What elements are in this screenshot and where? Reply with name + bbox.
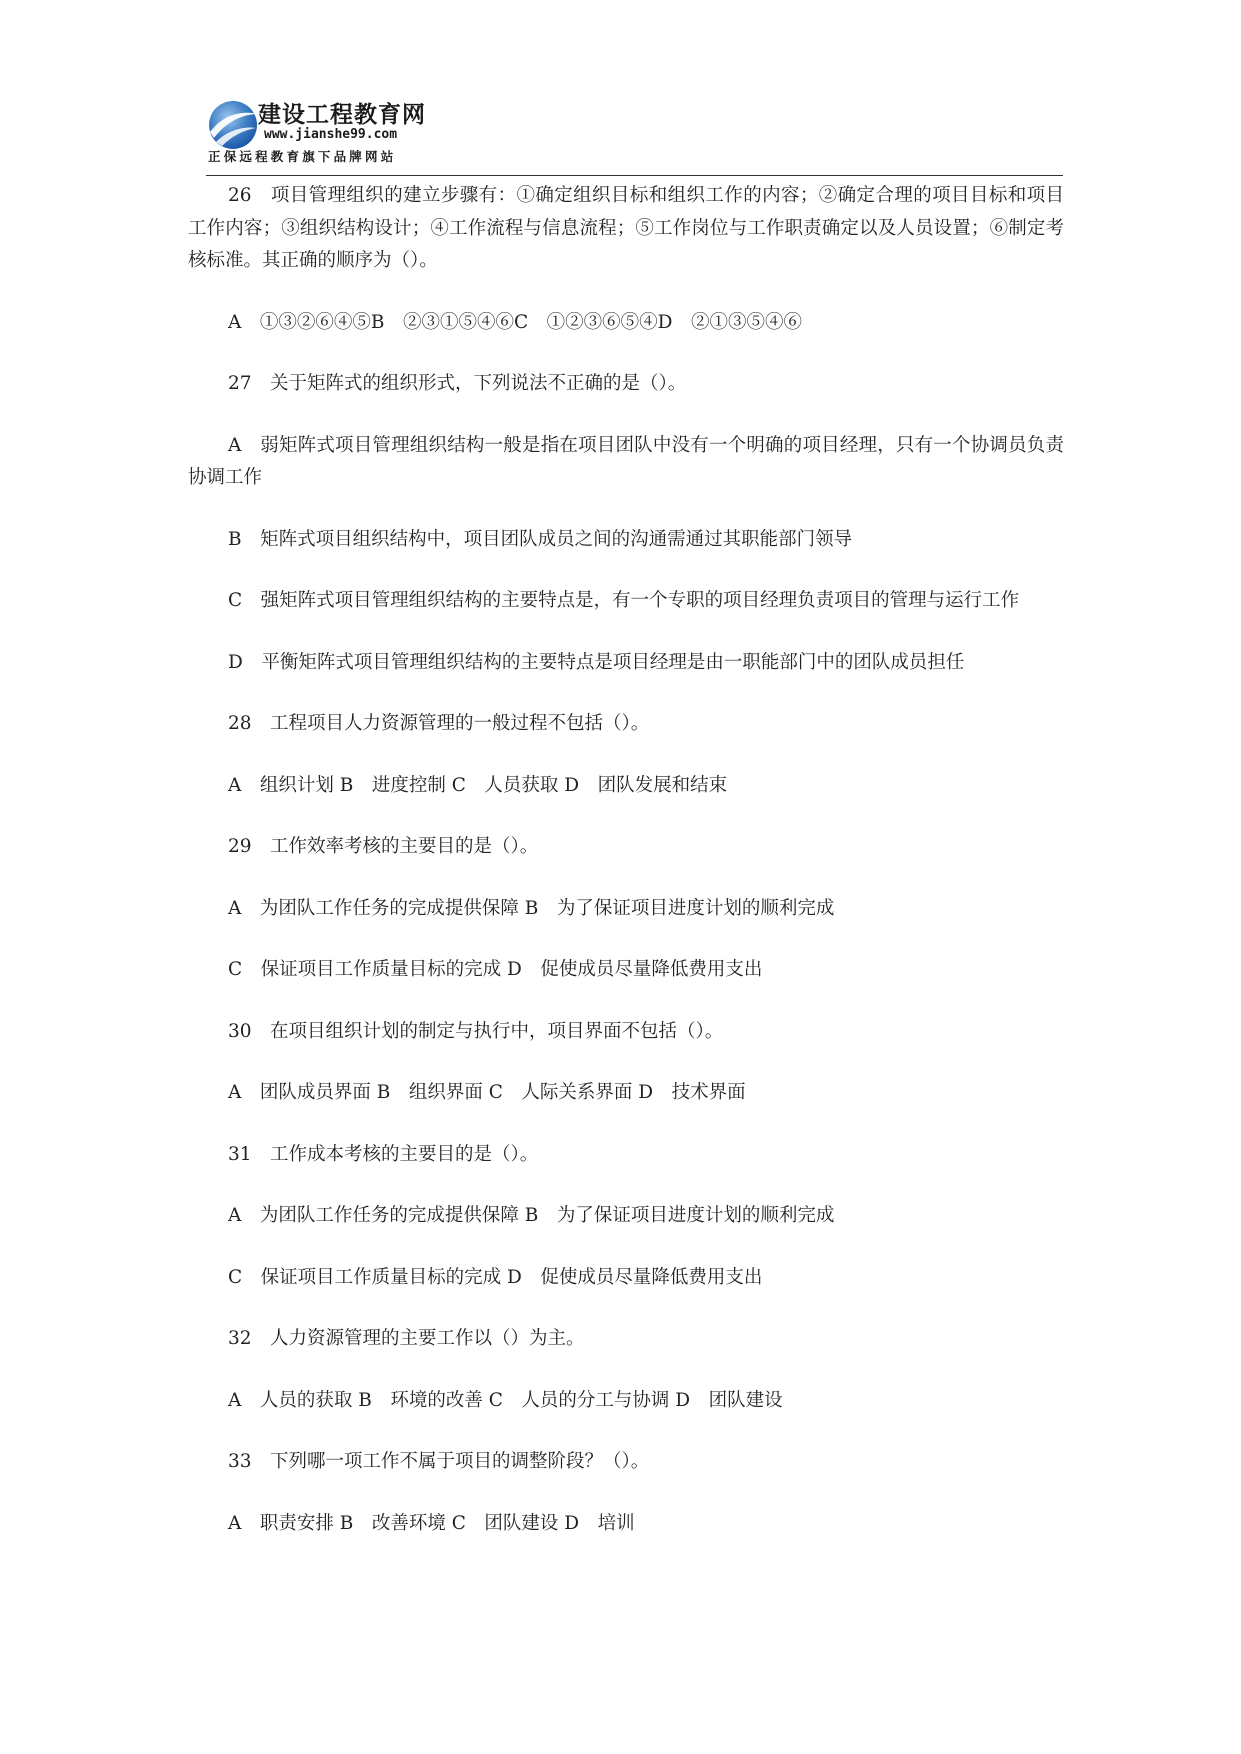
option-27-d: D 平衡矩阵式项目管理组织结构的主要特点是项目经理是由一职能部门中的团队成员担任 xyxy=(228,651,965,673)
option-27-c: C 强矩阵式项目管理组织结构的主要特点是，有一个专职的项目经理负责项目的管理与运行工作 xyxy=(228,590,1020,611)
options-31-cd: C 保证项目工作质量目标的完成 D 促使成员尽量降低费用支出 xyxy=(228,1266,763,1288)
question-28: 28 工程项目人力资源管理的一般过程不包括（）。 xyxy=(228,713,650,734)
options-28: A 组织计划 B 进度控制 C 人员获取 D 团队发展和结束 xyxy=(228,774,728,796)
options-30: A 团队成员界面 B 组织界面 C 人际关系界面 D 技术界面 xyxy=(228,1082,746,1103)
brand-url: www.jianshe99.com xyxy=(264,127,398,142)
options-31-ab: A 为团队工作任务的完成提供保障 B 为了保证项目进度计划的顺利完成 xyxy=(228,1205,835,1226)
brand-name: 建设工程教育网 xyxy=(258,102,426,128)
options-29-ab: A 为团队工作任务的完成提供保障 B 为了保证项目进度计划的顺利完成 xyxy=(228,897,835,919)
question-27: 27 关于矩阵式的组织形式，下列说法不正确的是（）。 xyxy=(228,373,687,394)
options-33: A 职责安排 B 改善环境 C 团队建设 D 培训 xyxy=(228,1512,635,1534)
question-32: 32 人力资源管理的主要工作以（）为主。 xyxy=(228,1328,585,1349)
brand-tagline: 正保远程教育旗下品牌网站 xyxy=(208,149,397,164)
header-divider xyxy=(206,175,1063,176)
options-29-cd: C 保证项目工作质量目标的完成 D 促使成员尽量降低费用支出 xyxy=(228,959,763,980)
options-26: A ①③②⑥④⑤B ②③①⑤④⑥C ①②③⑥⑤④D ②①③⑤④⑥ xyxy=(228,311,802,333)
option-27-a: A 弱矩阵式项目管理组织结构一般是指在项目团队中没有一个明确的项目经理，只有一个协调员负责协调工作 xyxy=(188,434,1064,488)
question-31: 31 工作成本考核的主要目的是（）。 xyxy=(228,1143,539,1165)
question-26: 26 项目管理组织的建立步骤有：①确定组织目标和组织工作的内容；②确定合理的项目目标和项目工作内容；③组织结构设计；④工作流程与信息流程；⑤工作岗位与工作职责确定以及人员设置；⑥制定考核标准。其正确的顺序为（）。 xyxy=(188,185,1064,271)
page-header xyxy=(206,96,466,168)
option-27-b: B 矩阵式项目组织结构中，项目团队成员之间的沟通需通过其职能部门领导 xyxy=(228,528,853,550)
question-29: 29 工作效率考核的主要目的是（）。 xyxy=(228,836,539,857)
globe-swoosh-icon xyxy=(206,98,260,152)
document-body xyxy=(188,180,1064,1569)
options-32: A 人员的获取 B 环境的改善 C 人员的分工与协调 D 团队建设 xyxy=(228,1389,783,1411)
question-33: 33 下列哪一项工作不属于项目的调整阶段？（）。 xyxy=(228,1451,650,1472)
question-30: 30 在项目组织计划的制定与执行中，项目界面不包括（）。 xyxy=(228,1020,724,1042)
